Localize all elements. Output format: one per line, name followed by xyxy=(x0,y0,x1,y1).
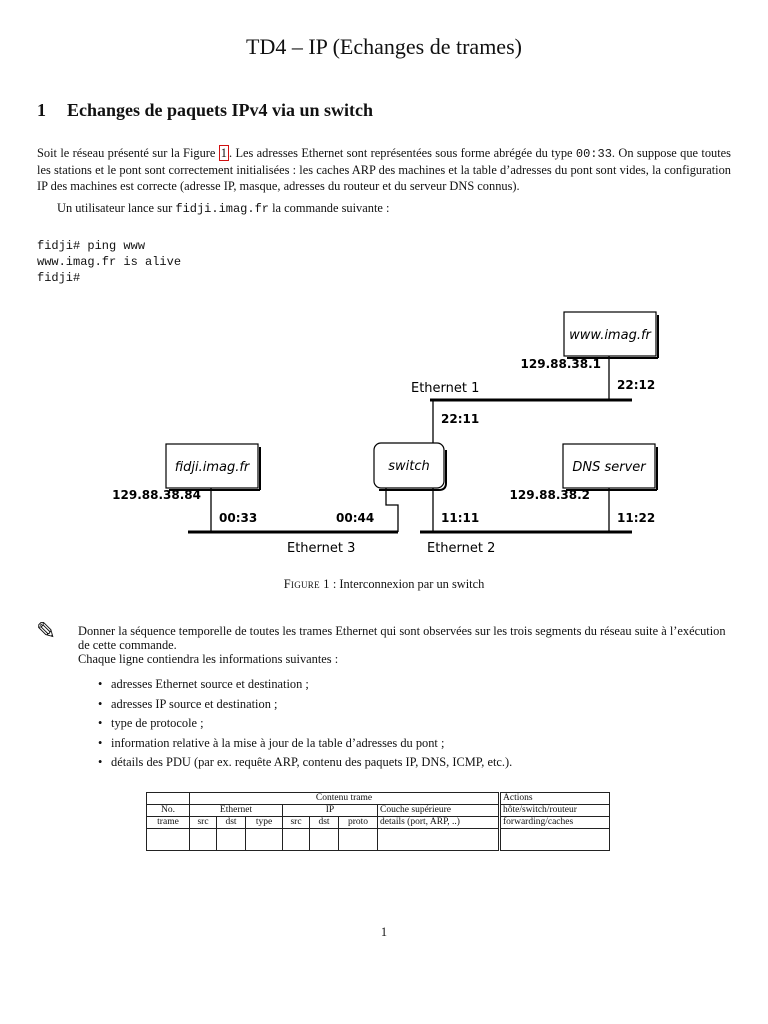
table-header-couche: Couche supérieure xyxy=(378,805,500,817)
bullet-icon: • xyxy=(98,755,103,769)
table-header-row xyxy=(147,793,610,805)
user-command-paragraph xyxy=(37,200,731,217)
table-header-actions: Actions xyxy=(500,793,610,805)
fidji-mac-label: 00:33 xyxy=(219,511,258,525)
table-header-eth-src: src xyxy=(190,817,217,829)
table-header-no: No. xyxy=(147,805,190,817)
bullet-list xyxy=(98,677,512,775)
intro-text-2: . Les adresses Ethernet sont représentées sous forme abrégée du type xyxy=(228,146,576,160)
dns-mac-label: 11:22 xyxy=(617,511,656,525)
user-line-text-2: la commande suivante : xyxy=(269,201,390,215)
list-item xyxy=(98,716,512,736)
table-header-couche-details: details (port, ARP, ..) xyxy=(378,817,500,829)
list-item xyxy=(98,755,512,775)
figure-caption xyxy=(0,577,768,592)
code-line: www.imag.fr is alive xyxy=(37,255,182,269)
table-header-row xyxy=(147,805,610,817)
bullet-icon: • xyxy=(98,696,103,711)
dns-host-label: DNS server xyxy=(572,460,646,475)
ethernet3-label: Ethernet 3 xyxy=(287,541,356,556)
network-figure xyxy=(0,300,768,570)
table-cell xyxy=(283,829,310,851)
table-header-eth-dst: dst xyxy=(217,817,246,829)
page-title: TD4 – IP (Echanges de trames) xyxy=(246,34,522,59)
table-header-row xyxy=(147,817,610,829)
list-item xyxy=(98,736,512,756)
table-cell xyxy=(500,829,610,851)
frames-table xyxy=(146,792,610,851)
code-block xyxy=(37,238,181,286)
switch-label: switch xyxy=(388,459,430,474)
page-number: 1 xyxy=(380,925,388,939)
www-ip-label: 129.88.38.1 xyxy=(520,357,601,371)
list-item-text: information relative à la mise à jour de la table d’adresses du pont ; xyxy=(111,735,445,750)
table-cell xyxy=(217,829,246,851)
table-header-ip-src: src xyxy=(283,817,310,829)
dns-ip-label: 129.88.38.2 xyxy=(509,488,590,502)
intro-paragraph xyxy=(37,145,731,194)
table-header-contenu: Contenu trame xyxy=(190,793,500,805)
bullet-icon: • xyxy=(98,677,103,691)
task-instructions xyxy=(78,624,733,666)
list-item-text: détails des PDU (par ex. requête ARP, contenu des paquets IP, DNS, ICMP, etc.). xyxy=(111,755,513,769)
user-line-host: fidji.imag.fr xyxy=(175,202,269,216)
section-title: Echanges de paquets IPv4 via un switch xyxy=(67,100,374,120)
table-cell xyxy=(246,829,283,851)
bullet-icon: • xyxy=(98,735,103,750)
fidji-host-label: fidji.imag.fr xyxy=(174,460,250,475)
table-row xyxy=(147,829,610,851)
www-mac-label: 22:12 xyxy=(617,378,656,392)
list-item-text: adresses Ethernet source et destination ; xyxy=(111,677,309,691)
user-line-text-1: Un utilisateur lance sur xyxy=(57,201,176,215)
www-host-label: www.imag.fr xyxy=(569,328,651,343)
table-cell xyxy=(147,829,190,851)
code-line: fidji# ping www xyxy=(37,239,146,253)
list-item xyxy=(98,677,512,697)
task-line-1: Donner la séquence temporelle de toutes les trames Ethernet qui sont observées sur les trois segments du réseau suite à l’exécution de cette commande. xyxy=(78,624,726,652)
table-header-eth-type: type xyxy=(246,817,283,829)
caption-text: : Interconnexion par un switch xyxy=(329,577,485,591)
table-header-ethernet: Ethernet xyxy=(190,805,283,817)
intro-code: 00:33 xyxy=(575,147,612,161)
table-header-actions-2: hôte/switch/routeur xyxy=(500,805,610,817)
list-item-text: adresses IP source et destination ; xyxy=(111,696,278,711)
table-header-ip-proto: proto xyxy=(339,817,378,829)
switch-eth2-mac-label: 11:11 xyxy=(441,511,480,525)
table-cell xyxy=(310,829,339,851)
task-line-2: Chaque ligne contiendra les informations suivantes : xyxy=(78,652,339,666)
pencil-icon: ✎ xyxy=(36,617,57,645)
table-header-trame: trame xyxy=(147,817,190,829)
bullet-icon: • xyxy=(98,716,103,730)
ethernet1-label: Ethernet 1 xyxy=(411,381,480,396)
code-line: fidji# xyxy=(37,271,81,285)
fidji-ip-label: 129.88.38.84 xyxy=(112,488,201,502)
intro-text-1: Soit le réseau présenté sur la Figure xyxy=(37,146,219,160)
list-item xyxy=(98,697,512,717)
table-cell xyxy=(339,829,378,851)
switch-eth3-link xyxy=(386,488,398,532)
table-header-actions-3: forwarding/caches xyxy=(500,817,610,829)
section-heading xyxy=(37,100,373,121)
switch-eth3-mac-label: 00:44 xyxy=(336,511,375,525)
caption-label: Figure 1 xyxy=(283,577,330,591)
intro-text-3: . On suppose que toutes les stations et le pont sont correctement initialisées : les caches ARP des machines et la table d’adresses du pont sont vides, la configuration IP des machines est correcte (adresse IP, masque, adresses du routeur et du serveur DNS connus). xyxy=(37,146,732,193)
section-number: 1 xyxy=(37,100,46,120)
table-cell xyxy=(147,793,190,805)
table-cell xyxy=(378,829,500,851)
switch-eth1-mac-label: 22:11 xyxy=(441,412,480,426)
figure-reference-link[interactable]: 1 xyxy=(220,146,227,160)
table-cell xyxy=(190,829,217,851)
table-header-ip: IP xyxy=(283,805,378,817)
list-item-text: type de protocole ; xyxy=(111,716,204,730)
table-header-ip-dst: dst xyxy=(310,817,339,829)
ethernet2-label: Ethernet 2 xyxy=(427,541,496,556)
